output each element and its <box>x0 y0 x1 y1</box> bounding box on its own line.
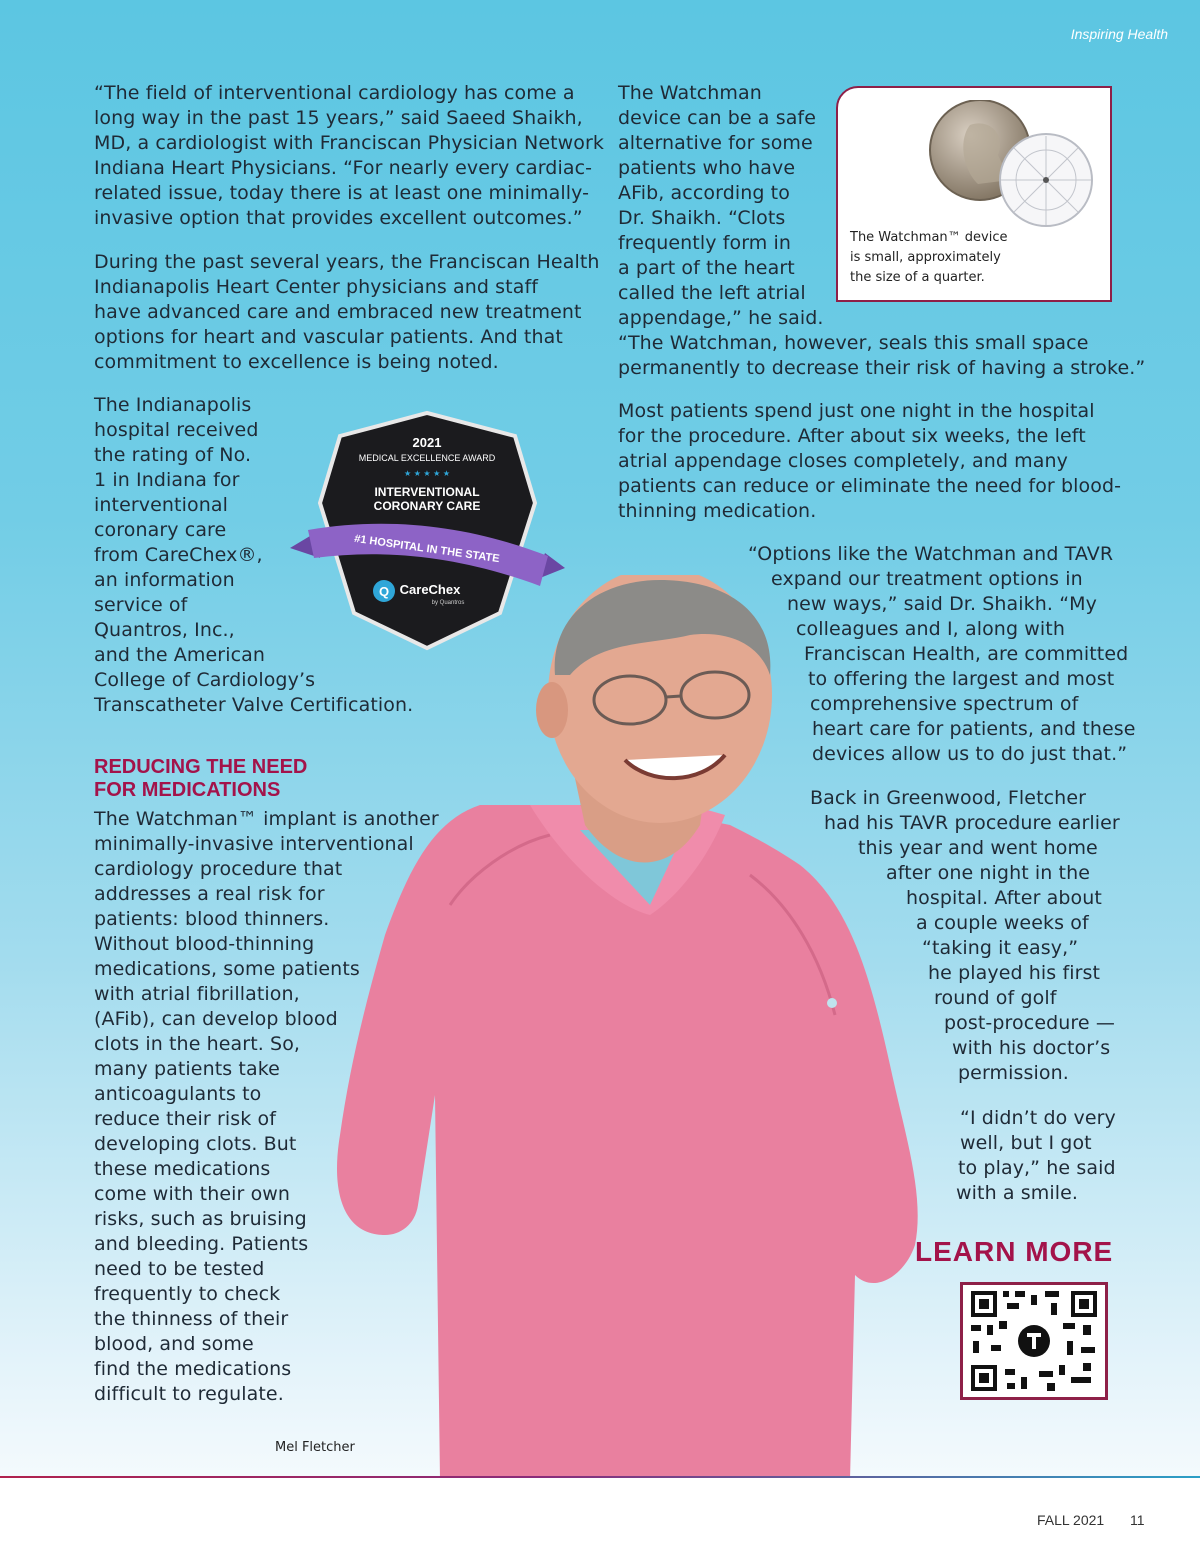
heart-center-paragraph: During the past several years, the Franciscan Health Indianapolis Heart Center physicians and staff have advanced care and embraced new treatment options for heart and vascular patients. And that commitment to excellence is being noted. <box>94 251 600 373</box>
badge-award: MEDICAL EXCELLENCE AWARD <box>358 453 496 463</box>
badge-category-1: INTERVENTIONAL <box>374 485 480 499</box>
badge-brand: CareChex <box>399 582 461 597</box>
photo-caption: Mel Fletcher <box>275 1440 355 1455</box>
qr-code-pattern <box>963 1285 1105 1397</box>
page-number: 11 <box>1130 1512 1145 1528</box>
badge-brand-letter: Q <box>378 584 390 599</box>
qr-code[interactable] <box>960 1282 1108 1400</box>
issue-label: FALL 2021 <box>1037 1512 1105 1528</box>
watchman-image-box <box>836 86 1112 302</box>
fletcher-quote: “I didn’t do very well, but I got to play,” he said with a smile. <box>956 1107 1116 1204</box>
section-heading: REDUCING THE NEED FOR MEDICATIONS <box>94 756 308 801</box>
learn-more-heading: LEARN MORE <box>915 1236 1114 1267</box>
recovery-paragraph: Most patients spend just one night in the hospital for the procedure. After about six weeks, the left atrial appendage closes completely, and many patients can reduce or eliminate the need for blood- thinning medication. <box>618 400 1122 522</box>
shaikh-quote: “Options like the Watchman and TAVR expand our treatment options in new ways,” said Dr. Shaikh. “My colleagues and I, along with Franciscan Health, are committed to offering the largest and most comprehensive spectrum of heart care for patients, and these devices allow us to do just that.” <box>748 543 1136 765</box>
intro-paragraph: “The field of interventional cardiology has come a long way in the past 15 years,” said Saeed Shaikh, MD, a cardiologist with Franciscan Physician Network Indiana Heart Physicians. “For nearly every cardiac- related issue, today there is at least one minimally- invasive option that provides excellent outcomes.” <box>94 82 605 229</box>
badge-stars: ★ ★ ★ ★ ★ <box>403 469 451 478</box>
watchman-safe-paragraph: The Watchman device can be a safe alternative for some patients who have AFib, according to Dr. Shaikh. “Clots frequently form in a part of the heart called the left atrial appendage,” he said. “The Watchman, however, seals this small space permanently to decrease their risk of having a stroke.” <box>618 82 1146 379</box>
badge-brand-sub: by Quantros <box>431 600 465 606</box>
watchman-paragraph: The Watchman™ implant is another minimally-invasive interventional cardiology procedure that addresses a real risk for patients: blood thinners. Without blood-thinning medications, some patients with atrial fibrillation, (AFib), can develop blood clots in the heart. So, many patients take anticoagulants to reduce their risk of developing clots. But these medications come with their own risks, such as bruising and bleeding. Patients need to be tested frequently to check the thinness of their blood, and some find the medications difficult to regulate. <box>94 808 439 1405</box>
watchman-caption: The Watchman™ device is small, approximately the size of a quarter. <box>850 230 1008 285</box>
badge-category-2: CORONARY CARE <box>373 499 481 513</box>
rating-paragraph: The Indianapolis hospital received the rating of No. 1 in Indiana for interventional coronary care from CareChex®, an information service of Quantros, Inc., and the American College of Cardiology’s Transcatheter Valve Certification. <box>94 394 414 716</box>
footer <box>0 1478 1200 1558</box>
watchman-device-image <box>918 100 1098 230</box>
badge-ribbon: #1 HOSPITAL IN THE STATE <box>353 532 501 566</box>
badge-year: 2021 <box>412 435 442 450</box>
fletcher-paragraph: Back in Greenwood, Fletcher had his TAVR procedure earlier this year and went home after one night in the hospital. After about a couple weeks of “taking it easy,” he played his first round of golf post-procedure — with his doctor’s permission. <box>810 787 1120 1084</box>
section-header: Inspiring Health <box>1070 26 1168 42</box>
